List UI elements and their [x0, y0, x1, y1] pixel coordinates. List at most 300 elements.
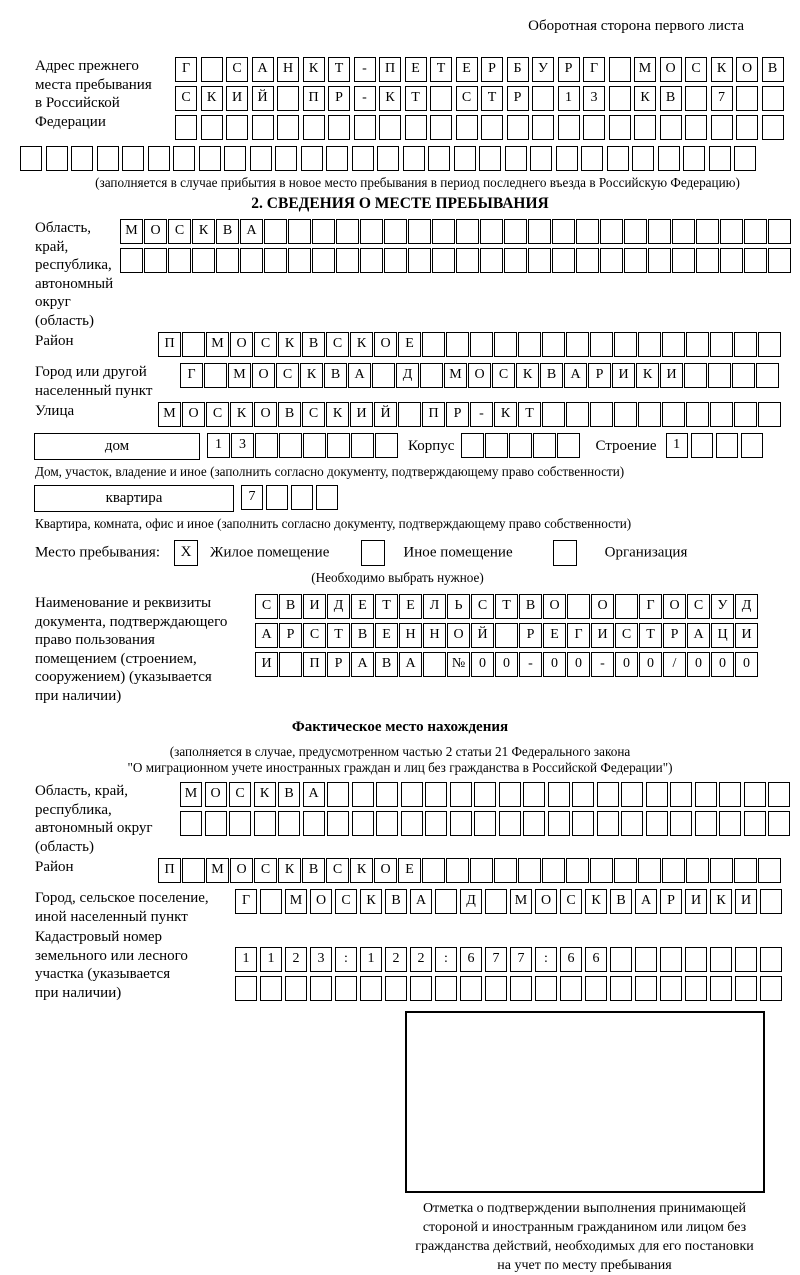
char-cell [735, 976, 757, 1001]
char-cell: Е [351, 594, 374, 619]
char-cell [732, 363, 755, 388]
korpus-row [461, 433, 581, 459]
char-cell [435, 889, 457, 914]
char-cell: 2 [385, 947, 407, 972]
char-cell: 1 [235, 947, 257, 972]
char-cell: Л [423, 594, 446, 619]
char-cell: О [660, 57, 682, 82]
settlement-row [235, 889, 785, 915]
region-rows [120, 219, 792, 277]
char-cell: О [535, 889, 557, 914]
char-cell [758, 858, 781, 883]
char-cell [686, 402, 709, 427]
char-cell: - [354, 57, 376, 82]
char-cell [670, 782, 692, 807]
char-cell: Р [663, 623, 686, 648]
apartment-caption: Квартира, комната, офис и иное (заполнить согласно документу, подтверждающему право собственности) [35, 516, 632, 531]
char-cell [420, 363, 443, 388]
char-cell: К [516, 363, 539, 388]
char-cell: Е [375, 623, 398, 648]
char-cell [303, 811, 325, 836]
caption-line: стороной и иностранным гражданином или лицом без [422, 1220, 747, 1235]
char-cell: А [303, 782, 325, 807]
char-cell [744, 248, 767, 273]
char-cell: Б [507, 57, 529, 82]
char-cell [410, 976, 432, 1001]
char-cell: Р [481, 57, 503, 82]
char-cell [684, 363, 707, 388]
house-caption: Дом, участок, владение и иное (заполнить согласно документу, подтверждающему право собственности) [35, 464, 625, 479]
char-cell: В [351, 623, 374, 648]
char-cell: М [158, 402, 181, 427]
label-line: автономный округ [35, 820, 153, 836]
char-cell [572, 782, 594, 807]
char-cell [760, 947, 782, 972]
char-cell [621, 811, 643, 836]
actual-district-field [35, 858, 800, 887]
char-cell [456, 219, 479, 244]
char-cell [662, 402, 685, 427]
char-cell: С [229, 782, 251, 807]
char-cell [610, 976, 632, 1001]
char-cell: М [206, 332, 229, 357]
char-cell [456, 115, 478, 140]
char-cell: К [278, 858, 301, 883]
char-cell [590, 858, 613, 883]
char-cell: 7 [485, 947, 507, 972]
char-cell [470, 332, 493, 357]
char-cell [609, 115, 631, 140]
char-cell: В [519, 594, 542, 619]
char-cell: В [324, 363, 347, 388]
label-line: документа, подтверждающего [35, 613, 228, 630]
char-cell [97, 146, 119, 171]
char-cell [192, 248, 215, 273]
stroenie-row [666, 433, 766, 459]
cadastral-row-2 [235, 976, 785, 1002]
char-cell [422, 858, 445, 883]
char-cell [634, 115, 656, 140]
char-cell: А [687, 623, 710, 648]
char-cell [312, 219, 335, 244]
char-cell: Н [277, 57, 299, 82]
char-cell: С [335, 889, 357, 914]
char-cell [660, 976, 682, 1001]
char-cell: Е [398, 332, 421, 357]
char-cell [660, 115, 682, 140]
char-cell [585, 976, 607, 1001]
char-cell [352, 782, 374, 807]
char-cell: М [120, 219, 143, 244]
char-cell [144, 248, 167, 273]
char-cell [384, 248, 407, 273]
char-cell: А [240, 219, 263, 244]
char-cell: 2 [285, 947, 307, 972]
char-cell [542, 858, 565, 883]
char-cell: 7 [711, 86, 733, 111]
char-cell [450, 811, 472, 836]
char-cell [423, 652, 446, 677]
char-cell: С [254, 858, 277, 883]
char-cell: Д [396, 363, 419, 388]
char-cell: В [278, 402, 301, 427]
char-cell [523, 782, 545, 807]
char-cell [566, 332, 589, 357]
char-cell [597, 811, 619, 836]
stamp-caption [372, 1199, 797, 1275]
char-cell [377, 146, 399, 171]
char-cell [762, 86, 784, 111]
char-cell: Н [399, 623, 422, 648]
char-cell [518, 332, 541, 357]
char-cell [255, 433, 278, 458]
char-cell: 1 [360, 947, 382, 972]
char-cell [480, 248, 503, 273]
char-cell: О [205, 782, 227, 807]
document-field [35, 594, 800, 705]
char-cell [461, 433, 484, 458]
char-cell: С [276, 363, 299, 388]
char-cell [250, 146, 272, 171]
char-cell: П [422, 402, 445, 427]
char-cell [600, 248, 623, 273]
prev-address-caption: (заполняется в случае прибытия в новое место пребывания в период последнего въезда в Российскую Федерацию) [95, 175, 740, 190]
char-cell [530, 146, 552, 171]
char-cell [607, 146, 629, 171]
char-cell: И [350, 402, 373, 427]
char-cell [494, 332, 517, 357]
char-cell: С [206, 402, 229, 427]
char-cell: Т [375, 594, 398, 619]
char-cell [710, 332, 733, 357]
char-cell: Р [279, 623, 302, 648]
char-cell [376, 782, 398, 807]
char-cell [201, 115, 223, 140]
char-cell: 3 [583, 86, 605, 111]
char-cell: Р [588, 363, 611, 388]
char-cell: Е [456, 57, 478, 82]
char-cell: К [634, 86, 656, 111]
char-cell: Р [660, 889, 682, 914]
char-cell [46, 146, 68, 171]
label-line: населенный пункт [35, 382, 153, 399]
char-cell: К [303, 57, 325, 82]
char-cell [518, 858, 541, 883]
char-cell [709, 146, 731, 171]
char-cell [532, 115, 554, 140]
char-cell [510, 976, 532, 1001]
char-cell [403, 146, 425, 171]
char-cell [180, 811, 202, 836]
char-cell: Д [460, 889, 482, 914]
char-cell [435, 976, 457, 1001]
actual-district-row [158, 858, 782, 884]
actual-region-rows [180, 782, 793, 840]
char-cell: Е [543, 623, 566, 648]
char-cell [328, 115, 350, 140]
char-cell: М [206, 858, 229, 883]
char-cell [216, 248, 239, 273]
char-cell: 0 [711, 652, 734, 677]
char-cell [254, 811, 276, 836]
char-cell: А [351, 652, 374, 677]
char-cell: И [685, 889, 707, 914]
char-cell [548, 811, 570, 836]
char-cell [224, 146, 246, 171]
char-cell [572, 811, 594, 836]
char-cell [576, 248, 599, 273]
char-cell [201, 57, 223, 82]
char-cell [720, 219, 743, 244]
char-cell [760, 976, 782, 1001]
char-cell [312, 248, 335, 273]
char-cell [552, 219, 575, 244]
char-cell [532, 86, 554, 111]
char-cell [470, 858, 493, 883]
char-cell [662, 858, 685, 883]
prev-address-row-2 [175, 86, 787, 112]
char-cell [285, 976, 307, 1001]
char-cell [720, 248, 743, 273]
label-line: в Российской [35, 95, 120, 111]
label-line: республика, [35, 257, 112, 273]
char-cell: 0 [543, 652, 566, 677]
char-cell [638, 402, 661, 427]
checkbox-residential: X [174, 540, 198, 566]
prev-address-row-1 [175, 57, 787, 83]
char-cell [528, 248, 551, 273]
char-cell [354, 115, 376, 140]
char-cell [199, 146, 221, 171]
region-field [35, 219, 800, 330]
char-cell [614, 332, 637, 357]
char-cell: С [471, 594, 494, 619]
char-cell: : [435, 947, 457, 972]
document-label [35, 594, 255, 705]
char-cell [376, 811, 398, 836]
char-cell: 0 [639, 652, 662, 677]
char-cell: : [535, 947, 557, 972]
char-cell: И [735, 623, 758, 648]
char-cell [495, 623, 518, 648]
char-cell [609, 86, 631, 111]
char-cell: О [310, 889, 332, 914]
region-row-1 [120, 219, 792, 245]
char-cell: К [636, 363, 659, 388]
stay-type-field [35, 540, 800, 568]
char-cell [600, 219, 623, 244]
char-cell: У [532, 57, 554, 82]
char-cell: О [230, 332, 253, 357]
label-line: помещением (строением, [35, 650, 197, 667]
char-cell [734, 402, 757, 427]
char-cell: О [182, 402, 205, 427]
char-cell: П [379, 57, 401, 82]
char-cell: М [285, 889, 307, 914]
char-cell: И [660, 363, 683, 388]
char-cell: Г [235, 889, 257, 914]
char-cell [696, 248, 719, 273]
label-line: участка (указывается [35, 966, 171, 982]
char-cell [548, 782, 570, 807]
char-cell [425, 782, 447, 807]
char-cell [175, 115, 197, 140]
char-cell: У [711, 594, 734, 619]
district-label: Район [35, 333, 74, 349]
char-cell: П [158, 858, 181, 883]
char-cell [279, 433, 302, 458]
prev-address-row-4 [20, 146, 800, 172]
char-cell [336, 248, 359, 273]
caption-line: на учет по месту пребывания [497, 1258, 672, 1273]
char-cell [168, 248, 191, 273]
char-cell [590, 402, 613, 427]
char-cell [758, 332, 781, 357]
char-cell [716, 433, 738, 458]
char-cell [384, 219, 407, 244]
char-cell [401, 782, 423, 807]
char-cell: В [216, 219, 239, 244]
char-cell: Р [519, 623, 542, 648]
char-cell: 0 [471, 652, 494, 677]
char-cell [288, 248, 311, 273]
char-cell [352, 811, 374, 836]
char-cell [736, 115, 758, 140]
char-cell [635, 947, 657, 972]
city-label [35, 363, 180, 400]
char-cell: О [230, 858, 253, 883]
char-cell: С [685, 57, 707, 82]
char-cell [277, 115, 299, 140]
char-cell [71, 146, 93, 171]
char-cell [576, 219, 599, 244]
char-cell: 6 [560, 947, 582, 972]
street-row [158, 402, 782, 428]
actual-location-caption-2: "О миграционном учете иностранных граждан и лиц без гражданства в Российской Федерации") [127, 760, 673, 775]
stay-type-hint: (Необходимо выбрать нужное) [311, 570, 484, 585]
char-cell [372, 363, 395, 388]
char-cell: С [615, 623, 638, 648]
char-cell: Д [327, 594, 350, 619]
char-cell [632, 146, 654, 171]
char-cell [260, 889, 282, 914]
char-cell [710, 976, 732, 1001]
char-cell: : [335, 947, 357, 972]
char-cell: О [374, 858, 397, 883]
char-cell: И [591, 623, 614, 648]
char-cell: К [230, 402, 253, 427]
char-cell [122, 146, 144, 171]
char-cell: Т [405, 86, 427, 111]
stamp-area [372, 1011, 797, 1275]
char-cell [758, 402, 781, 427]
char-cell: С [560, 889, 582, 914]
cadastral-label [35, 928, 235, 1002]
char-cell [509, 433, 532, 458]
char-cell [148, 146, 170, 171]
char-cell [499, 782, 521, 807]
char-cell: С [302, 402, 325, 427]
char-cell [432, 219, 455, 244]
prev-address-label [35, 57, 175, 131]
char-cell [235, 976, 257, 1001]
char-cell [303, 433, 326, 458]
char-cell: В [385, 889, 407, 914]
char-cell [523, 811, 545, 836]
district-field [35, 332, 800, 361]
label-line: при наличии) [35, 687, 122, 704]
label-line: (область) [35, 838, 94, 855]
char-cell [542, 332, 565, 357]
char-cell: П [303, 652, 326, 677]
char-cell [768, 811, 790, 836]
char-cell [351, 433, 374, 458]
char-cell [744, 219, 767, 244]
char-cell: К [585, 889, 607, 914]
char-cell [566, 858, 589, 883]
char-cell: К [192, 219, 215, 244]
street-field [35, 402, 800, 431]
char-cell [301, 146, 323, 171]
char-cell: Д [735, 594, 758, 619]
option-residential-label: Жилое помещение [210, 544, 330, 561]
char-cell [735, 947, 757, 972]
street-label: Улица [35, 403, 75, 419]
settlement-field [35, 889, 800, 926]
char-cell [204, 363, 227, 388]
char-cell: - [470, 402, 493, 427]
checkbox-organization [553, 540, 577, 566]
house-number-row [207, 433, 399, 459]
char-cell: О [468, 363, 491, 388]
document-row-1 [255, 594, 759, 620]
char-cell: И [612, 363, 635, 388]
char-cell [446, 332, 469, 357]
char-cell [760, 889, 782, 914]
char-cell: К [278, 332, 301, 357]
label-line: Адрес прежнего [35, 58, 139, 74]
char-cell [756, 363, 779, 388]
char-cell: М [634, 57, 656, 82]
char-cell [695, 811, 717, 836]
char-cell [360, 219, 383, 244]
char-cell: 6 [585, 947, 607, 972]
char-cell: И [303, 594, 326, 619]
char-cell: С [326, 332, 349, 357]
char-cell [614, 402, 637, 427]
char-cell: Й [374, 402, 397, 427]
char-cell [685, 976, 707, 1001]
char-cell: Т [481, 86, 503, 111]
char-cell [695, 782, 717, 807]
char-cell: В [375, 652, 398, 677]
char-cell [624, 219, 647, 244]
char-cell [533, 433, 556, 458]
char-cell [683, 146, 705, 171]
char-cell [581, 146, 603, 171]
label-line: право пользования [35, 632, 155, 648]
char-cell [736, 86, 758, 111]
char-cell [685, 947, 707, 972]
prev-address-rows [175, 57, 787, 144]
char-cell: Г [567, 623, 590, 648]
char-cell: В [278, 782, 300, 807]
char-cell [499, 811, 521, 836]
char-cell: 1 [666, 433, 688, 458]
char-cell: - [354, 86, 376, 111]
char-cell: И [226, 86, 248, 111]
apartment-box: квартира [34, 485, 234, 512]
